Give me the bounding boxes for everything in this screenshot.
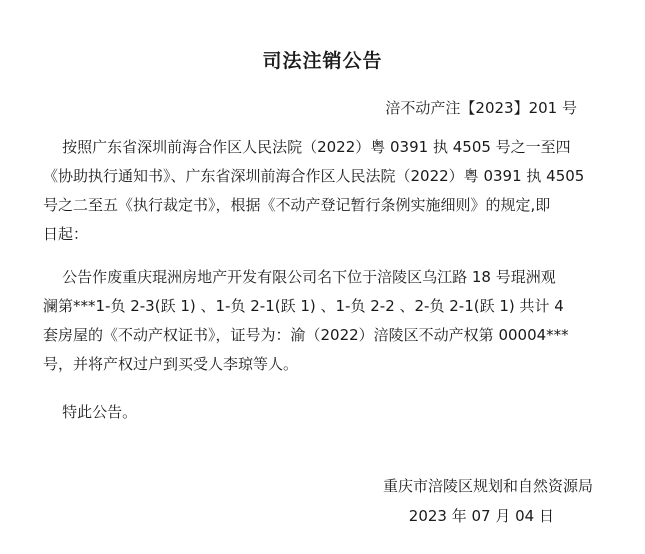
paragraph-court-orders [43, 133, 603, 249]
document-number: 涪不动产注【2023】201 号 [385, 99, 577, 117]
paragraph-line: 澜第***1-负 2-3(跃 1) 、1-负 2-1(跃 1) 、1-负 2-2 、2-负 2-1(跃 1) 共计 4 [43, 297, 564, 315]
paragraph-line: 套房屋的《不动产权证书》，证号为：渝（2022）涪陵区不动产权第 00004*** [43, 326, 569, 344]
paragraph-closing [43, 398, 603, 427]
issuing-authority: 重庆市涪陵区规划和自然资源局 [382, 477, 593, 495]
notice-title: 司法注销公告 [262, 50, 383, 72]
paragraph-cancellation [43, 263, 603, 379]
closing-line: 特此公告。 [43, 403, 138, 421]
paragraph-line: 日起： [43, 225, 89, 243]
issue-date: 2023 年 07 月 04 日 [408, 507, 554, 525]
paragraph-line: 《协助执行通知书》、广东省深圳前海合作区人民法院（2022）粤 0391 执 4505 [43, 167, 585, 185]
paragraph-line: 按照广东省深圳前海合作区人民法院（2022）粤 0391 执 4505 号之一至四 [43, 138, 571, 156]
paragraph-line: 号之二至五《执行裁定书》，根据《不动产登记暂行条例实施细则》的规定,即 [43, 196, 551, 214]
paragraph-line: 号，并将产权过户到买受人李琼等人。 [43, 355, 299, 373]
paragraph-line: 公告作废重庆琨洲房地产开发有限公司名下位于涪陵区乌江路 18 号琨洲观 [43, 268, 556, 286]
